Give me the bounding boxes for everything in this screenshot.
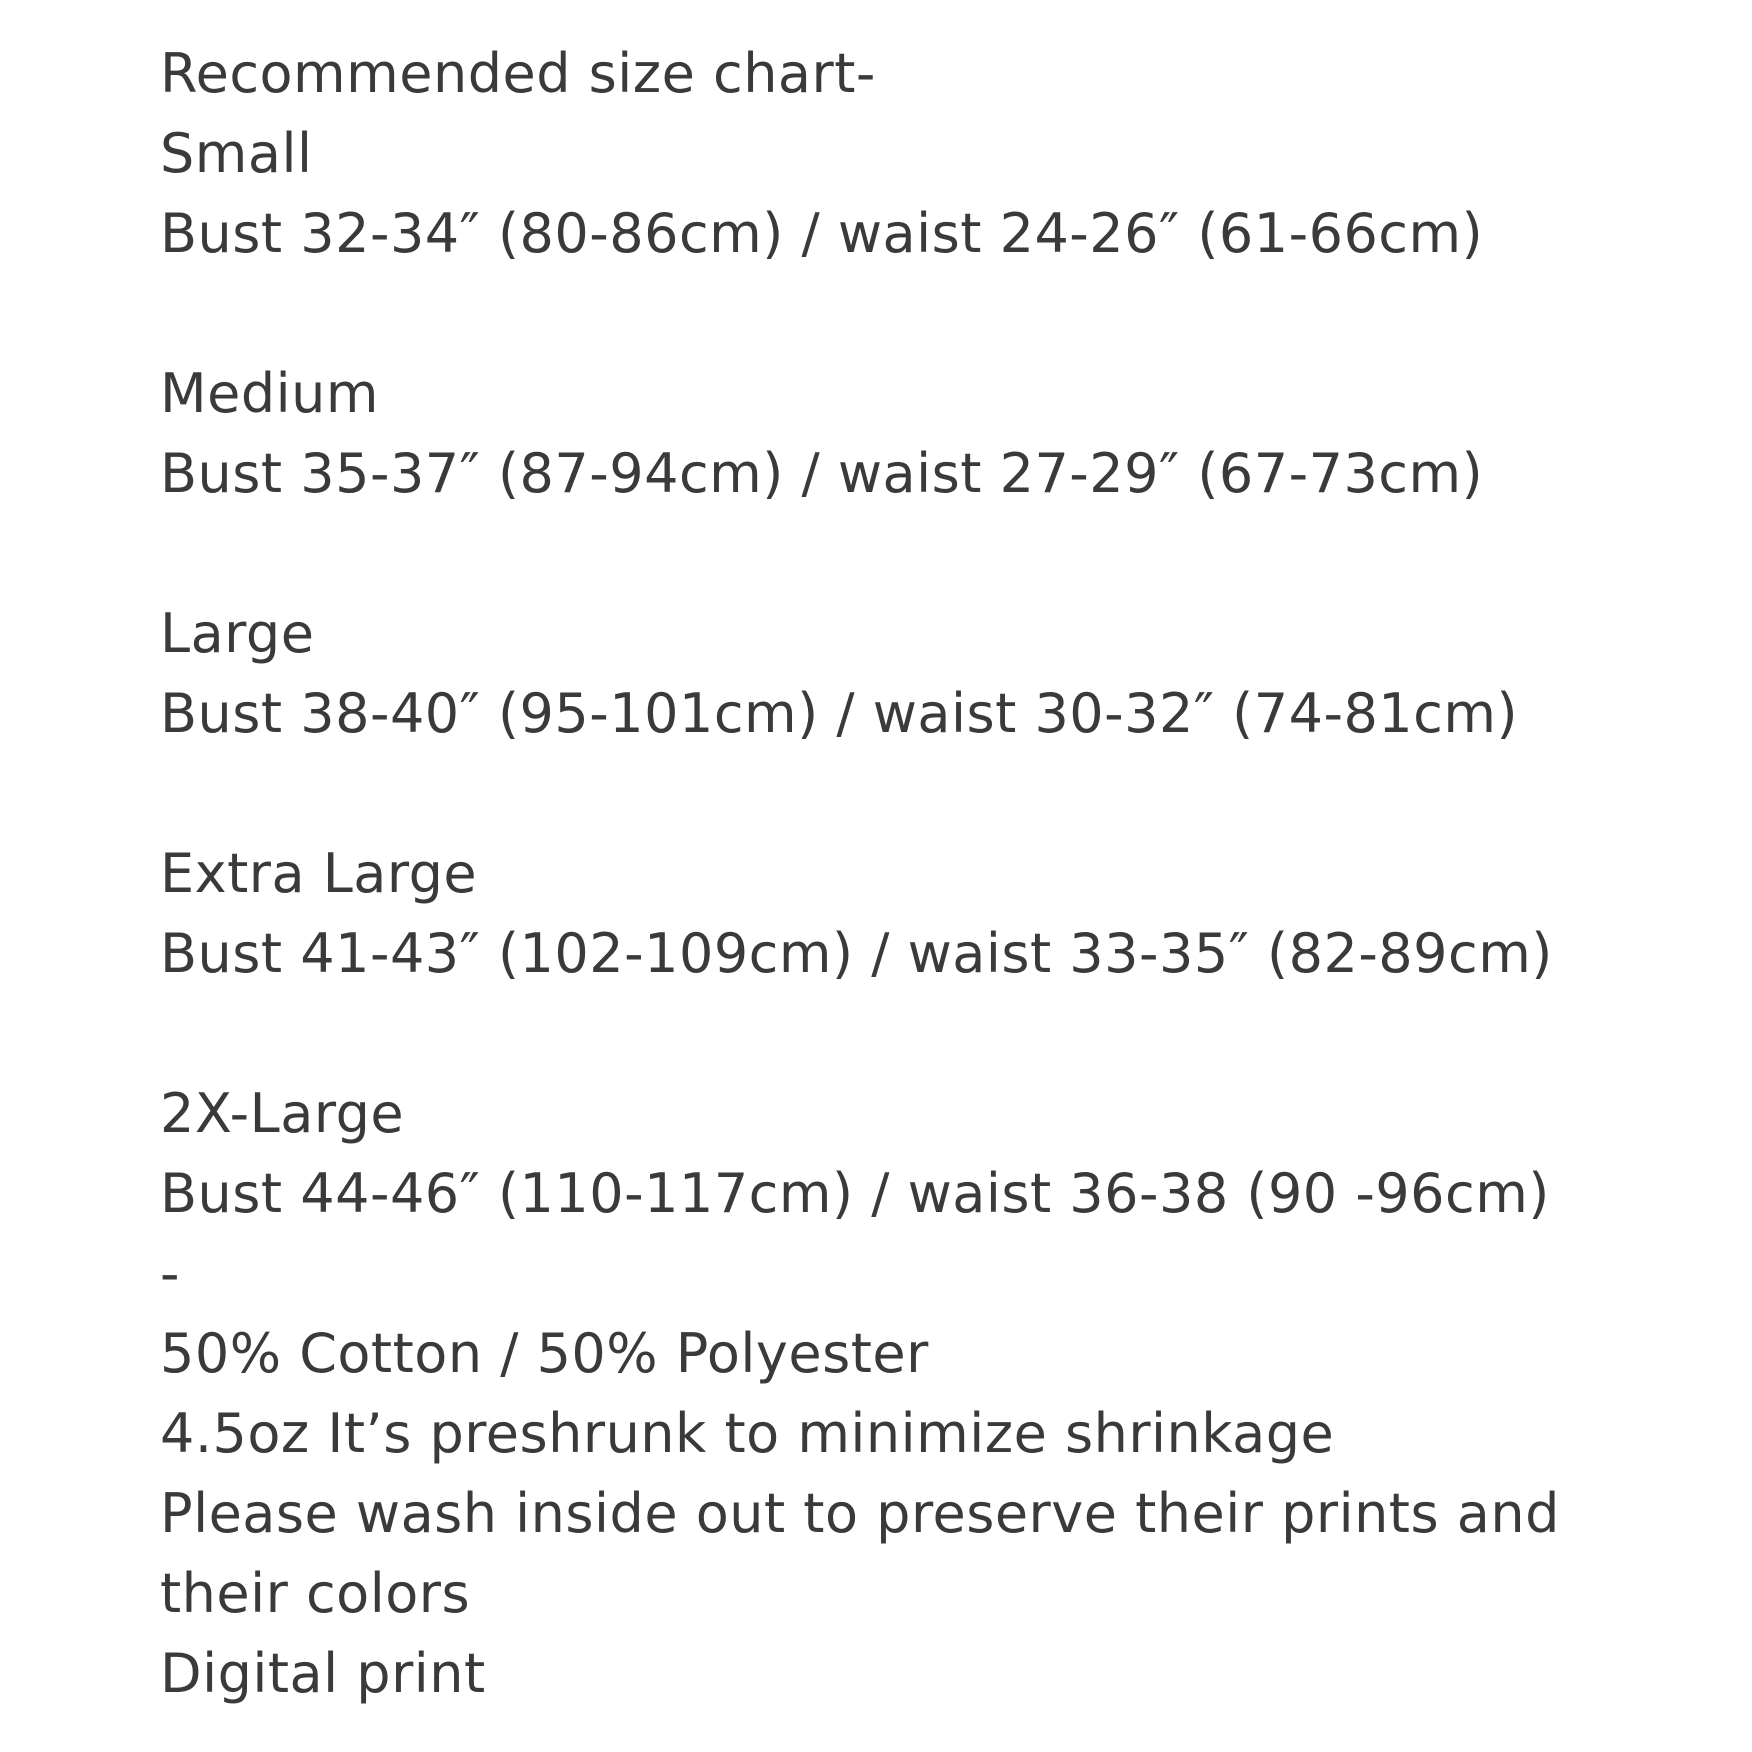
size-name-medium: Medium	[160, 362, 379, 425]
size-name-2x-large: 2X-Large	[160, 1082, 405, 1145]
size-measurements-small: Bust 32-34″ (80-86cm) / waist 24-26″ (61-66cm)	[160, 202, 1484, 265]
size-measurements-2x-large: Bust 44-46″ (110-117cm) / waist 36-38 (90 -96cm)	[160, 1162, 1550, 1225]
detail-fabric: 50% Cotton / 50% Polyester	[160, 1322, 929, 1385]
spacer	[160, 754, 1720, 834]
size-name-large: Large	[160, 602, 315, 665]
detail-weight: 4.5oz It’s preshrunk to minimize shrinkage	[160, 1402, 1335, 1465]
spacer	[160, 274, 1720, 354]
size-measurements-extra-large: Bust 41-43″ (102-109cm) / waist 33-35″ (82-89cm)	[160, 922, 1553, 985]
size-name-extra-large: Extra Large	[160, 842, 478, 905]
separator-dash: -	[160, 1242, 180, 1305]
detail-print: Digital print	[160, 1642, 486, 1705]
size-measurements-medium: Bust 35-37″ (87-94cm) / waist 27-29″ (67-73cm)	[160, 442, 1484, 505]
spacer	[160, 994, 1720, 1074]
size-chart-heading: Recommended size chart-	[160, 42, 876, 105]
size-name-small: Small	[160, 122, 313, 185]
size-measurements-large: Bust 38-40″ (95-101cm) / waist 30-32″ (74-81cm)	[160, 682, 1519, 745]
spacer	[160, 514, 1720, 594]
product-description	[160, 34, 1720, 1714]
detail-care-line-2: their colors	[160, 1562, 471, 1625]
detail-care-line-1: Please wash inside out to preserve their prints and	[160, 1482, 1560, 1545]
